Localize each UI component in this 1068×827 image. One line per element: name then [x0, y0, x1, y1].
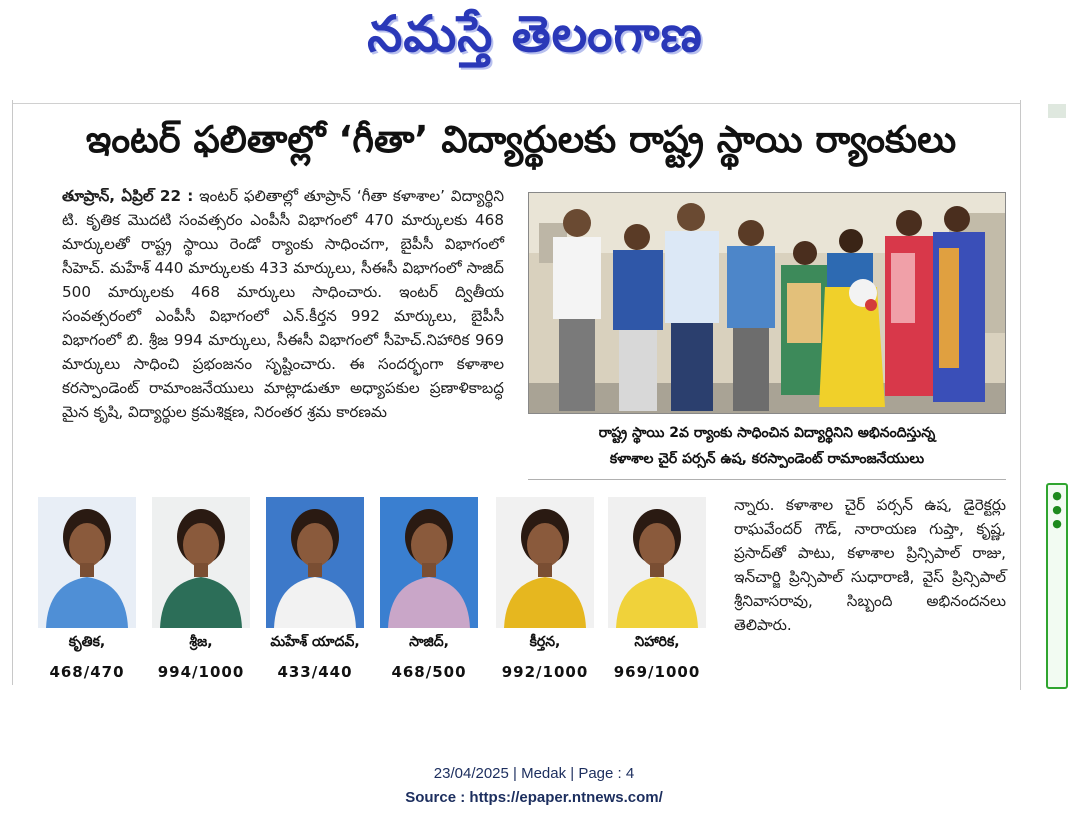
student-portrait [38, 497, 136, 628]
article-continuation-text: న్నారు. కళాశాల చైర్ పర్సన్ ఉష, డైరెక్టర్లు రాఘవేందర్ గౌడ్, నారాయణ గుప్తా, కృష్ణ, ప్రసాద్‌తో పాటు, కళాశాల ప్రిన్సిపాల్ రాజు, ఇన్‌చార్జి ప్రిన్సిపాల్ సుధారాణి, వైస్ ప్రిన్సిపాల్ శ్రీనివాసరావు, సిబ్బంది అభినందనలు తెలిపారు. [734, 496, 1006, 634]
footer-source: Source : https://epaper.ntnews.com/ [405, 789, 663, 806]
photo-caption [528, 420, 1006, 472]
article-dateline: తూప్రాన్, ఏప్రిల్ 22 : [62, 187, 194, 205]
headline-text: ఇంటర్ ఫలితాల్లో ‘గీతా’ విద్యార్థులకు రాష్ట్ర స్థాయి ర్యాంకులు [85, 118, 957, 161]
page-top-rule [12, 103, 1020, 104]
column-rule-left [12, 100, 13, 685]
student-score: 468/470 [49, 663, 125, 681]
student-name: కీర్తన, [529, 634, 561, 650]
group-photo-illustration [529, 193, 1006, 414]
student-score: 468/500 [391, 663, 467, 681]
student-portrait [496, 497, 594, 628]
article-body-text: ఇంటర్ ఫలితాల్లో తూప్రాన్ ‘గీతా కళాశాల’ విద్యార్థిని టి. కృతిక మొదటి సంవత్సరం ఎంపీసీ విభాగంలో 470 మార్కులకు 468 మార్కులతో రాష్ట్ర స్థాయి రెండో ర్యాంకు సాధించగా, బైపీసీ విభాగంలో సీహెచ్. మహేశ్ 440 మార్కులకు 433 మార్కులు, సీఈసీ విభాగంలో సాజిద్ 500 మార్కులకు 468 మార్కులు సాధించారు. ఇంటర్ ద్వితీయ సంవత్సరంలో ఎంపీసీ విభాగంలో ఎన్.కీర్తన 992 మార్కులు, బైపీసీ విభాగంలో బి. శ్రీజ 994 మార్కులు, సీఈసీ విభాగంలో సీహెచ్.నిహారిక 969 మార్కులు సాధించి ప్రభంజనం సృష్టించారు. ఈ సందర్భంగా కళాశాల కరస్పాండెంట్ రామాంజనేయులు మాట్లాడుతూ అధ్యాపకుల ప్రణాళికాబద్ధ మైన కృషి, విద్యార్థుల క్రమశిక్షణ, నిరంతర శ్రమ కారణమ [62, 187, 505, 421]
student-name: నిహారిక, [634, 634, 680, 650]
student-portrait [380, 497, 478, 628]
footer-dateline: 23/04/2025 | Medak | Page : 4 [433, 765, 635, 782]
student-score: 994/1000 [157, 663, 245, 681]
student-name: మహేశ్ యాదవ్, [270, 634, 360, 650]
photo-caption-line1: రాష్ట్ర స్థాయి 2వ ర్యాంకు సాధించిన విద్యార్థినిని అభినందిస్తున్న [598, 425, 936, 441]
student-score: 992/1000 [501, 663, 589, 681]
student-name: కృతిక, [68, 634, 106, 650]
masthead-logo [330, 4, 740, 76]
article-body [62, 184, 504, 424]
student-score: 433/440 [277, 663, 353, 681]
column-rule-right [1020, 100, 1021, 690]
article-headline [36, 112, 1006, 176]
student-portrait [266, 497, 364, 628]
adjacent-article-strip: ● ● ● [1046, 483, 1068, 689]
article-continuation [734, 493, 1006, 637]
photo-caption-line2: కళాశాల చైర్ పర్సన్ ఉష, కరస్పాండెంట్ రామాంజనేయులు [609, 451, 925, 467]
student-name: సాజిద్, [409, 634, 449, 650]
group-photo [528, 192, 1006, 414]
student-portrait [608, 497, 706, 628]
student-name: శ్రీజ, [189, 634, 213, 650]
student-score: 969/1000 [613, 663, 701, 681]
masthead-title: నమస్తే తెలంగాణ [367, 4, 703, 63]
student-portrait [152, 497, 250, 628]
caption-rule [528, 479, 1006, 480]
adjacent-page-thumb [1048, 104, 1066, 118]
